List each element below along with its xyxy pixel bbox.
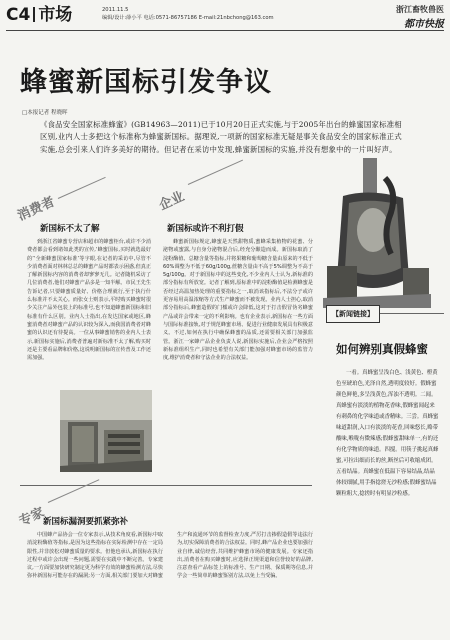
section3-body <box>27 531 313 629</box>
section2-body <box>163 238 313 478</box>
section1-title: 新国标不太了解 <box>40 224 100 234</box>
article-headline: 蜂蜜新国标引发争议 <box>20 67 272 98</box>
section-label <box>6 4 72 26</box>
tag-enterprise-line <box>188 160 243 185</box>
header-meta <box>102 6 274 22</box>
sidebar-body <box>336 368 440 500</box>
section2-title: 新国标或许不利打假 <box>167 224 244 234</box>
section-name: 市场 <box>38 5 73 25</box>
section1-text: 到浙江省蜂蜜专营店和超市的蜂蜜柜台,或许不少消费者都会看到诸如此类的宣传,‘蜂蜜国标,买时就选最好的’‘全新蜂蜜国家标准’等字眼,在记者的采访中,尽管不少消费者面对林林总总的蜂蜜产品时都表示困惑,但真正了解新国标内容的消费者却寥寥无几。记者随机采访了几位消费者,他们对蜂蜜产品多是一知半解。市民王先生告诉记者,只要蜂蜜质量好、价格合理就行,至于执行什么标准并不太关心。而张女士则表示,平时购买蜂蜜时很少关注产品外包装上的标准号,也不知道蜂蜜新国标和旧标准有什么区别。业内人士指出,在发达国家或地区,蜂蜜消费者对蜂蜜产品的认识较为深入,而我国消费者对蜂蜜的认识还有待提高。一位从事蜂蜜销售的业内人士表示,新国标实施后,消费者普遍对新标准不太了解,购买时还是主要看品牌和价格,这说明新国标的宣传普及工作还需加强。 <box>27 239 151 362</box>
section-code: C4 <box>6 5 31 25</box>
section3-title: 新国标漏洞要抓紧弥补 <box>43 517 129 527</box>
article-lead <box>40 119 408 156</box>
section3-text: 中国蜂产品协会一位专家表示,从技术角度看,新国标中取消淀粉酶值等指标,是因为这些指标在实际检测中存在一定局限性,并非放松对蜂蜜质量的要求。但他也承认,新国标在执行过程中或许会出现一些问题,需要在实践中不断完善。专家建议,一方面要加快研究制定更为科学有效的蜂蜜检测方法,尽快弥补新国标可能存在的漏洞;另一方面,相关部门要加大对蜂蜜生产和流通环节的监督检查力度,严厉打击掺假造假等违法行为,切实保障消费者的合法权益。同时,蜂产品企业也要加强行业自律,诚信经营,共同维护蜂蜜市场的健康发展。专家还指出,消费者在购买蜂蜜时,应选择正规渠道和信誉较好的品牌,注意查看产品标签上的标准号、生产日期、保质期等信息,并学会一些简单的蜂蜜鉴别方法,以免上当受骗。 <box>27 532 313 580</box>
section2-text: 蜂蜜新国标规定,蜂蜜是天然甜物质,蜜蜂采集植物的花蜜、分泌物或蜜露,与自身分泌物混合后,经充分酿造而成。新国标取消了淀粉酶值、总糖含量等指标,并将果糖和葡萄糖含量由原来的不低于60%调整为不低于60g/100g,蔗糖含量由不高于5%调整为不高于5g/100g。对于新国标中的这些变化,不少业内人士认为,新标准的部分指标有所放宽。记者了解到,原标准中的淀粉酶值是检测蜂蜜是否经过高温加热处理的重要指标之一,取消该指标后,不法分子或许更容易用高温浓缩等方式生产蜂蜜而不被发现。业内人士担心,取消部分指标后,蜂蜜造假的门槛或许会降低,这对于打击假冒伪劣蜂蜜产品或许会带来一定的不利影响。也有企业表示,新国标在一些方面与国际标准接轨,对于规范蜂蜜市场、促进行业健康发展具有积极意义。不过,如何在执行中确保蜂蜜的品质,还需要相关部门加强监管。浙江一家蜂产品企业负责人说,新国标实施后,企业会严格按照新标准组织生产,同时也希望有关部门能加强对蜂蜜市场的监管力度,维护消费者和守法企业的合法权益。 <box>163 239 313 362</box>
honey-photo <box>323 158 431 308</box>
issue-date: 2011.11.5 <box>102 7 129 13</box>
sidebar-headline: 如何辨别真假蜂蜜 <box>336 342 428 356</box>
news-link-sidebar <box>326 305 444 625</box>
tag-consumer: 消费者 <box>15 194 58 225</box>
separator <box>20 485 312 486</box>
paper-name: 都市快报 <box>404 19 444 30</box>
editor-line: 编辑/设计:薛小平 电话:0571-86757186 E-mail:21nbchong@163.com <box>102 15 274 21</box>
sidebar-text: 一看。真蜂蜜呈浅白色、浅黄色、橙黄色至琥珀色,光泽自然,透明度较好。假蜂蜜颜色鲜艳,多呈浅黄色,浑浊不透明。二闻。真蜂蜜有淡淡的植物花香味,假蜂蜜闻起来有刺鼻的化学味道或香精味。三尝。真蜂蜜味道甜润,入口有淡淡的花香,回味悠长,略带酸味,喉咙有微辣感;假蜂蜜甜味单一,有的还有化学物质的味道。四搅。用筷子挑起真蜂蜜,可拉出细而长的丝,断丝后可收缩成团。五看结晶。真蜂蜜在低温下容易结晶,结晶体较细腻,用手指捻搓无沙粒感;假蜂蜜结晶颗粒粗大,捻搓时有明显沙粒感。 <box>336 370 439 497</box>
tag-enterprise: 企业 <box>156 189 187 214</box>
tag-expert: 专家 <box>16 505 47 530</box>
page-header <box>6 4 444 31</box>
region-label: 浙江畜牧兽医 <box>396 5 444 14</box>
byline: □本报记者 程晓晖 <box>22 110 68 116</box>
lead-paragraph: 《食品安全国家标准蜂蜜》(GB14963—2011)已于10月20日正式实施,与于2005年出台的蜂蜜国家标准相区别,业内人士多把这个标准称为蜂蜜新国标。据理说,一项新的国家标准无疑是事关食品安全的国家标准正式实施,总会引来人们许多美好的期待。但记者在采访中发现,蜂蜜新国标的实施,并没有想象中的一片叫好声。 <box>40 120 402 154</box>
beehive-photo <box>60 390 152 472</box>
sidebar-label: 【新闻链接】 <box>326 305 380 323</box>
tag-consumer-line <box>58 177 106 199</box>
section-divider <box>33 7 35 22</box>
